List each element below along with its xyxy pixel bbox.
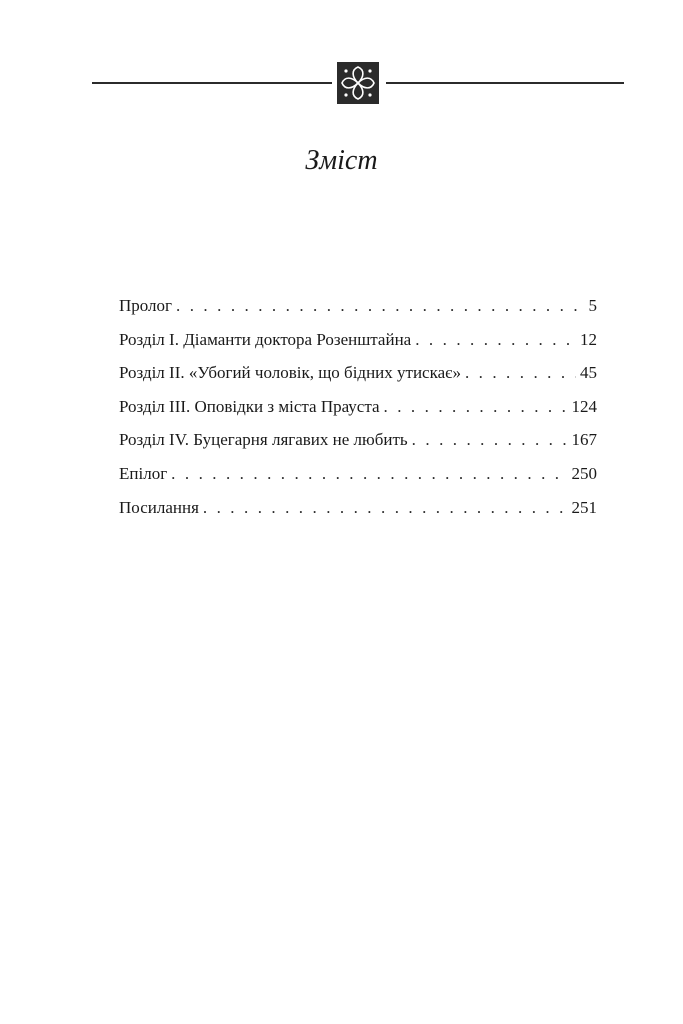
right-rule-divider [386,82,624,84]
table-of-contents [119,296,597,531]
toc-entry-page: 5 [588,296,597,315]
toc-entry-title: Розділ ІV. Буцегарня лягавих не любить [119,430,408,450]
dot-leader [176,296,584,316]
toc-entry-page: 250 [571,463,597,483]
toc-entry-prologue [119,296,597,330]
toc-entry-chapter-2 [119,363,597,397]
toc-entry-title: Розділ ІІІ. Оповідки з міста Прауста [119,396,380,416]
toc-entry-title: Розділ І. Діаманти доктора Розенштайна [119,329,412,349]
toc-entry-title: Розділ ІІ. «Убогий чоловік, що бідних утискає» [119,363,461,383]
toc-entry-page: 124 [571,396,597,416]
toc-entry-chapter-1 [119,330,597,364]
toc-entry-title: Посилання [119,497,199,517]
dot-leader [384,397,568,417]
dot-leader [465,363,576,383]
toc-entry-references [119,498,597,532]
toc-entry-title: Епілог [119,463,168,483]
left-rule-divider [92,82,332,84]
toc-entry-page: 251 [571,497,597,517]
header-ornament [92,62,624,106]
toc-entry-chapter-3 [119,397,597,431]
toc-entry-epilogue [119,464,597,498]
toc-entry-page: 45 [580,363,597,383]
diamond-ornament-icon [337,62,379,104]
toc-entry-chapter-4 [119,430,597,464]
page-title: Зміст [305,145,378,176]
toc-entry-title: Пролог [119,296,173,315]
toc-entry-page: 167 [571,430,597,450]
toc-entry-page: 12 [580,329,597,349]
dot-leader [203,498,568,518]
dot-leader [415,330,576,350]
dot-leader [412,430,568,450]
dot-leader [171,464,567,484]
